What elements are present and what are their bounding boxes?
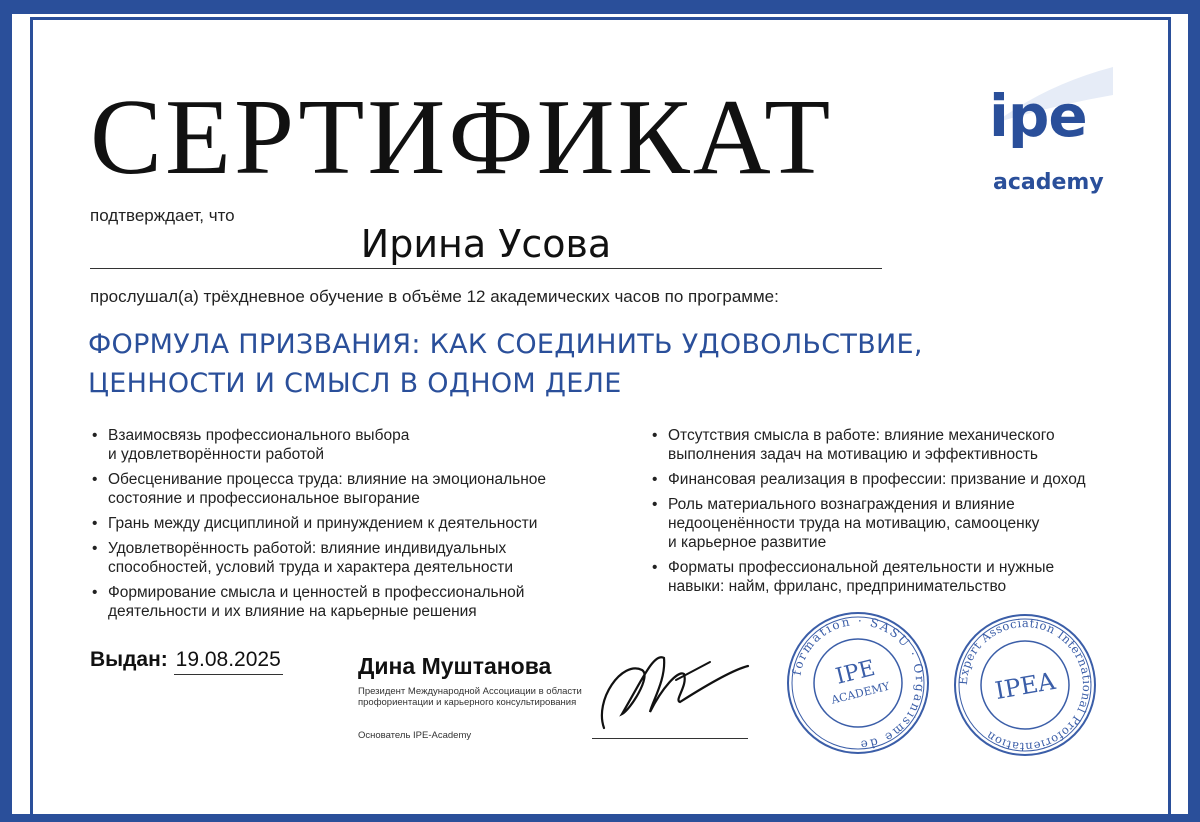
logo-ipe-text: ipe <box>989 82 1087 150</box>
ipea-stamp-icon <box>950 610 1100 760</box>
svg-text:Expert Association Internation: Expert Association International Proforientation <box>955 615 1095 755</box>
svg-text:IPEA: IPEA <box>992 666 1058 706</box>
ipe-academy-logo <box>985 82 1115 205</box>
svg-text:ACADEMY: ACADEMY <box>830 679 892 707</box>
recipient-name: Ирина Усова <box>360 222 612 266</box>
program-title-line: ЦЕННОСТИ И СМЫСЛ В ОДНОМ ДЕЛЕ <box>88 368 622 399</box>
topic-item: • Формирование смысла и ценностей в профессиональной деятельности и их влияние на карьерные решения <box>90 583 630 621</box>
svg-text:formation · SASU · Organisme d: formation · SASU · Organisme de <box>789 613 928 753</box>
topic-item: • Удовлетворённость работой: влияние индивидуальных способностей, условий труда и характера деятельности <box>90 539 630 577</box>
topic-item: • Роль материального вознаграждения и влияние недооценённости труда на мотивацию, самооценку и карьерное развитие <box>650 495 1170 552</box>
issued-date: 19.08.2025 <box>174 648 283 675</box>
signer-founder: Основатель IPE-Academy <box>358 730 472 741</box>
topics-left-list <box>90 426 630 627</box>
intro-text: прослушал(а) трёхдневное обучение в объёме 12 академических часов по программе: <box>90 287 779 306</box>
topic-item: • Форматы профессиональной деятельности и нужные навыки: найм, фриланс, предпринимательство <box>650 558 1170 596</box>
name-underline <box>90 268 882 269</box>
program-title <box>88 325 1088 403</box>
topic-item: • Грань между дисциплиной и принуждением к деятельности <box>90 514 630 533</box>
issued-block <box>90 648 283 675</box>
signer-role: Президент Международной Ассоциации в области профориентации и карьерного консультирования <box>358 686 582 708</box>
ipe-academy-stamp-icon <box>783 608 933 758</box>
topics-right-list <box>650 426 1170 602</box>
topic-item: • Отсутствия смысла в работе: влияние механического выполнения задач на мотивацию и эффективность <box>650 426 1170 464</box>
program-title-line: ФОРМУЛА ПРИЗВАНИЯ: КАК СОЕДИНИТЬ УДОВОЛЬСТВИЕ, <box>88 329 923 360</box>
logo-academy-text: academy <box>993 170 1104 195</box>
topic-item: • Взаимосвязь профессионального выбора и удовлетворённости работой <box>90 426 630 464</box>
signature-icon <box>592 640 752 736</box>
svg-text:IPE: IPE <box>833 655 878 690</box>
issued-label: Выдан: <box>90 648 168 671</box>
certificate-title: СЕРТИФИКАТ <box>90 78 834 197</box>
topic-item: • Обесценивание процесса труда: влияние на эмоциональное состояние и профессиональное выгорание <box>90 470 630 508</box>
topic-item: • Финансовая реализация в профессии: призвание и доход <box>650 470 1170 489</box>
confirms-text: подтверждает, что <box>90 206 235 225</box>
signer-name: Дина Муштанова <box>358 653 552 679</box>
signature-line <box>592 738 748 739</box>
